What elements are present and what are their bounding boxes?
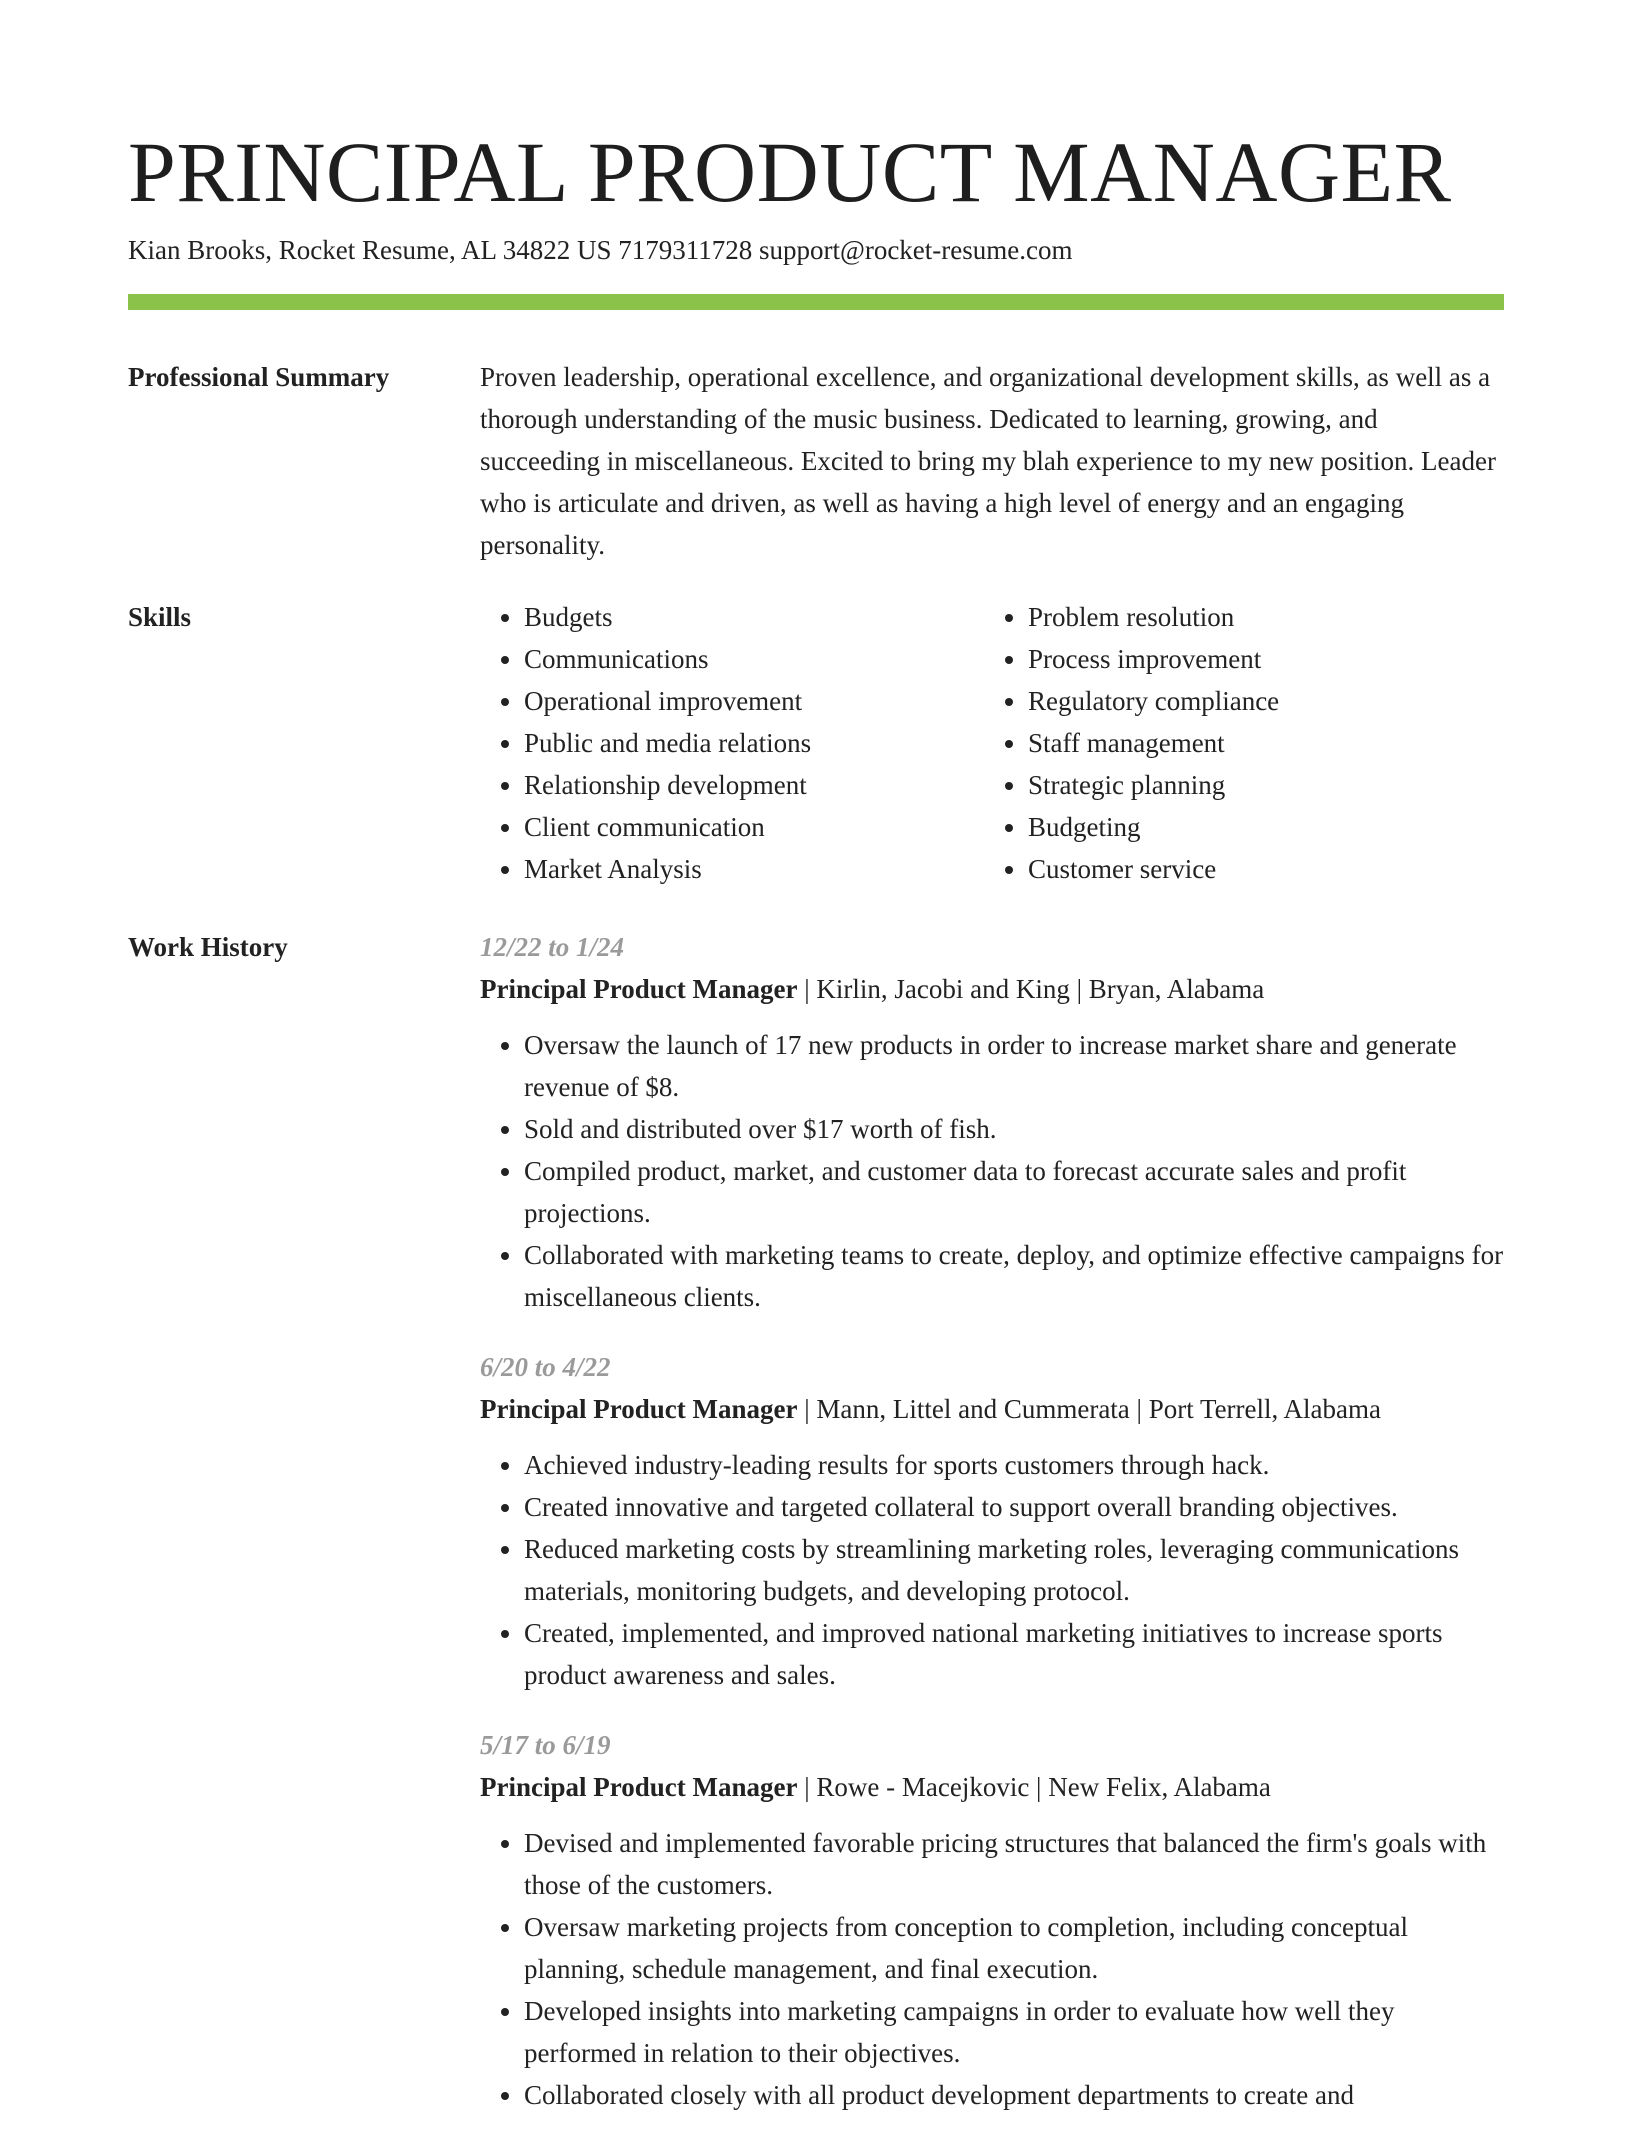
work-history-heading: Work History: [128, 932, 288, 962]
job-title: Principal Product Manager: [480, 1394, 798, 1424]
job-bullets: [480, 1822, 1504, 2116]
skill-item: • Regulatory compliance: [1028, 680, 1488, 722]
resume-title: PRINCIPAL PRODUCT MANAGER: [128, 124, 1452, 220]
job-bullets: [480, 1444, 1504, 1696]
job-entry: [480, 926, 1504, 1318]
skill-item: • Operational improvement: [524, 680, 984, 722]
job-bullet: • Sold and distributed over $17 worth of fish.: [524, 1108, 1504, 1150]
job-bullets: [480, 1024, 1504, 1318]
skill-item: • Client communication: [524, 806, 984, 848]
skill-item: • Communications: [524, 638, 984, 680]
job-company-location: | Rowe - Macejkovic | New Felix, Alabama: [797, 1772, 1271, 1802]
skills-section: [128, 596, 1504, 890]
skill-item: • Customer service: [1028, 848, 1488, 890]
resume-page: [128, 0, 1504, 2144]
skills-list-left: [480, 596, 984, 890]
job-company-location: | Mann, Littel and Cummerata | Port Terrell, Alabama: [797, 1394, 1381, 1424]
job-title: Principal Product Manager: [480, 1772, 798, 1802]
summary-section: [128, 356, 1504, 566]
skill-item: • Public and media relations: [524, 722, 984, 764]
job-heading: [480, 1388, 1504, 1430]
accent-divider: [128, 294, 1504, 310]
job-entry: [480, 1346, 1504, 1696]
job-entry: [480, 1724, 1504, 2116]
skill-item: • Budgeting: [1028, 806, 1488, 848]
skill-item: • Budgets: [524, 596, 984, 638]
skill-item: • Staff management: [1028, 722, 1488, 764]
skill-item: • Problem resolution: [1028, 596, 1488, 638]
job-bullet: • Reduced marketing costs by streamlining marketing roles, leveraging communications materials, monitoring budgets, and developing protocol.: [524, 1528, 1504, 1612]
skill-item: • Market Analysis: [524, 848, 984, 890]
job-dates: 12/22 to 1/24: [480, 932, 625, 962]
skills-list-right: [984, 596, 1488, 890]
work-history-section: [128, 926, 1504, 2144]
job-dates: 5/17 to 6/19: [480, 1730, 611, 1760]
job-bullet: • Compiled product, market, and customer data to forecast accurate sales and profit projections.: [524, 1150, 1504, 1234]
job-bullet: • Devised and implemented favorable pricing structures that balanced the firm's goals with those of the customers.: [524, 1822, 1504, 1906]
job-bullet: • Created, implemented, and improved national marketing initiatives to increase sports product awareness and sales.: [524, 1612, 1504, 1696]
job-heading: [480, 968, 1504, 1010]
job-bullet: • Created innovative and targeted collateral to support overall branding objectives.: [524, 1486, 1504, 1528]
job-bullet: • Developed insights into marketing campaigns in order to evaluate how well they performed in relation to their objectives.: [524, 1990, 1504, 2074]
job-bullet: • Collaborated with marketing teams to create, deploy, and optimize effective campaigns for miscellaneous clients.: [524, 1234, 1504, 1318]
summary-text: Proven leadership, operational excellence, and organizational development skills, as well as a thorough understanding of the music business. Dedicated to learning, growing, and succeeding in miscellaneous. Excited to bring my blah experience to my new position. Leader who is articulate and driven, as well as having a high level of energy and an engaging personality.: [480, 362, 1496, 560]
job-bullet: • Achieved industry-leading results for sports customers through hack.: [524, 1444, 1504, 1486]
summary-heading: Professional Summary: [128, 362, 390, 392]
job-bullet: • Oversaw the launch of 17 new products in order to increase market share and generate revenue of $8.: [524, 1024, 1504, 1108]
job-dates: 6/20 to 4/22: [480, 1352, 611, 1382]
job-bullet: • Collaborated closely with all product development departments to create and: [524, 2074, 1504, 2116]
contact-line: Kian Brooks, Rocket Resume, AL 34822 US 7179311728 support@rocket-resume.com: [128, 235, 1073, 265]
skill-item: • Relationship development: [524, 764, 984, 806]
skill-item: • Strategic planning: [1028, 764, 1488, 806]
skill-item: • Process improvement: [1028, 638, 1488, 680]
skills-heading: Skills: [128, 602, 192, 632]
job-title: Principal Product Manager: [480, 974, 798, 1004]
job-company-location: | Kirlin, Jacobi and King | Bryan, Alabama: [797, 974, 1265, 1004]
job-bullet: • Oversaw marketing projects from conception to completion, including conceptual planning, schedule management, and final execution.: [524, 1906, 1504, 1990]
job-heading: [480, 1766, 1504, 1808]
